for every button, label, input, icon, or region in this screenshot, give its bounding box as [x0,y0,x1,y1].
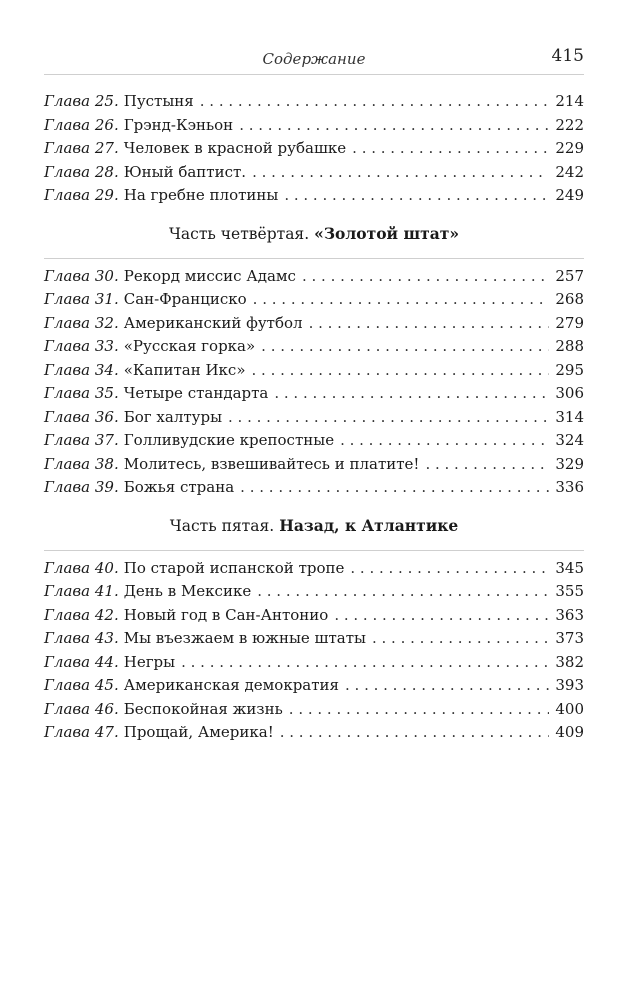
toc-entry[interactable] [44,674,584,698]
chapter-page-number: 229 [555,139,584,157]
page-number: 415 [551,46,584,66]
dot-leader [257,580,549,604]
chapter-title: Молитесь, взвешивайтесь и платите! [123,454,420,473]
dot-leader [240,476,549,500]
toc-entry[interactable] [44,557,584,581]
dot-leader [289,698,550,722]
toc-entry[interactable] [44,137,584,161]
toc-entry[interactable] [44,161,584,185]
chapter-title: День в Мексике [123,582,252,600]
dot-leader [239,114,549,138]
chapter-page-number: 314 [555,407,584,426]
chapter-title: Божья страна [123,478,235,496]
chapter-label: Глава 38. [44,454,119,473]
toc-entry[interactable] [44,651,584,675]
divider [44,258,584,259]
part-label: Часть четвёртая. [168,224,310,243]
dot-leader [280,721,550,745]
chapter-page-number: 329 [555,454,584,473]
chapter-label: Глава 25. [44,92,119,110]
chapter-title: Мы въезжаем в южные штаты [123,629,366,647]
chapter-label: Глава 26. [44,115,119,134]
dot-leader [350,557,549,581]
chapter-title: Голливудские крепостные [123,431,335,449]
toc-entry[interactable] [44,335,584,359]
chapter-page-number: 306 [555,384,584,402]
chapter-page-number: 336 [555,478,584,496]
dot-leader [352,137,549,161]
chapter-page-number: 363 [555,605,584,624]
chapter-title: «Капитан Икс» [123,360,246,379]
chapter-page-number: 324 [555,431,584,449]
chapter-title: «Русская горка» [123,337,256,355]
running-title: Содержание [262,50,366,68]
chapter-title: Американский футбол [123,313,303,332]
chapter-label: Глава 39. [44,478,119,496]
toc-entry[interactable] [44,312,584,336]
dot-leader [372,627,549,651]
chapter-page-number: 249 [555,186,584,204]
chapter-title: Четыре стандарта [123,384,269,402]
chapter-page-number: 214 [555,92,584,110]
toc-entry[interactable] [44,721,584,745]
dot-leader [340,429,549,453]
chapter-page-number: 268 [555,290,584,308]
divider [44,550,584,551]
chapter-label: Глава 41. [44,582,119,600]
chapter-page-number: 355 [555,582,584,600]
toc-entry[interactable] [44,184,584,208]
chapter-title: Негры [123,652,176,671]
chapter-label: Глава 32. [44,313,119,332]
chapter-label: Глава 36. [44,407,119,426]
chapter-title: Беспокойная жизнь [123,699,283,718]
chapter-page-number: 373 [555,629,584,647]
toc-entry[interactable] [44,580,584,604]
book-page [44,0,584,745]
chapter-label: Глава 35. [44,384,119,402]
chapter-title: По старой испанской тропе [123,558,345,577]
dot-leader [252,359,550,383]
chapter-label: Глава 40. [44,558,119,577]
chapter-label: Глава 37. [44,431,119,449]
chapter-title: Прощай, Америка! [123,723,274,741]
dot-leader [228,406,549,430]
chapter-title: Сан-Франциско [123,290,247,308]
toc-entry[interactable] [44,382,584,406]
chapter-label: Глава 42. [44,605,119,624]
chapter-title: Грэнд-Кэньон [123,115,234,134]
chapter-page-number: 222 [555,115,584,134]
toc-entry[interactable] [44,429,584,453]
chapter-label: Глава 30. [44,266,119,285]
dot-leader [181,651,549,675]
toc-entry[interactable] [44,453,584,477]
part-title: Назад, к Атлантике [279,515,459,535]
part-heading [44,212,584,256]
chapter-page-number: 279 [555,313,584,332]
dot-leader [302,265,549,289]
toc-entry[interactable] [44,288,584,312]
toc-entry[interactable] [44,114,584,138]
dot-leader [284,184,549,208]
chapter-label: Глава 43. [44,629,119,647]
chapter-page-number: 257 [555,266,584,285]
running-header [44,0,584,75]
part-title: «Золотой штат» [314,223,460,243]
chapter-title: Новый год в Сан-Антонио [123,605,329,624]
chapter-label: Глава 44. [44,652,119,671]
chapter-title: Бог халтуры [123,407,223,426]
chapter-page-number: 288 [555,337,584,355]
chapter-title: Пустыня [123,92,194,110]
dot-leader [252,161,549,185]
chapter-title: На гребне плотины [123,186,279,204]
part-label: Часть пятая. [169,516,275,535]
dot-leader [253,288,550,312]
dot-leader [345,674,549,698]
toc-entry[interactable] [44,359,584,383]
toc-entry[interactable] [44,627,584,651]
chapter-page-number: 295 [555,360,584,379]
toc-entry[interactable] [44,476,584,500]
chapter-title: Юный баптист. [123,162,247,181]
chapter-page-number: 242 [555,162,584,181]
chapter-page-number: 345 [555,558,584,577]
toc-entry[interactable] [44,265,584,289]
dot-leader [261,335,549,359]
dot-leader [334,604,549,628]
chapter-label: Глава 45. [44,676,119,694]
dot-leader [200,90,550,114]
chapter-label: Глава 31. [44,290,119,308]
toc-entry[interactable] [44,604,584,628]
chapter-page-number: 382 [555,652,584,671]
chapter-title: Рекорд миссис Адамс [123,266,296,285]
chapter-page-number: 409 [555,723,584,741]
chapter-label: Глава 29. [44,186,119,204]
chapter-title: Человек в красной рубашке [123,139,347,157]
dot-leader [309,312,550,336]
table-of-contents [44,75,584,745]
chapter-title: Американская демократия [123,676,339,694]
toc-entry[interactable] [44,406,584,430]
part-heading [44,504,584,548]
chapter-label: Глава 46. [44,699,119,718]
toc-entry[interactable] [44,698,584,722]
toc-entry[interactable] [44,90,584,114]
chapter-page-number: 393 [555,676,584,694]
dot-leader [425,453,549,477]
chapter-label: Глава 34. [44,360,119,379]
chapter-label: Глава 27. [44,139,119,157]
dot-leader [274,382,549,406]
chapter-label: Глава 33. [44,337,119,355]
chapter-label: Глава 47. [44,723,119,741]
chapter-page-number: 400 [555,699,584,718]
chapter-label: Глава 28. [44,162,119,181]
